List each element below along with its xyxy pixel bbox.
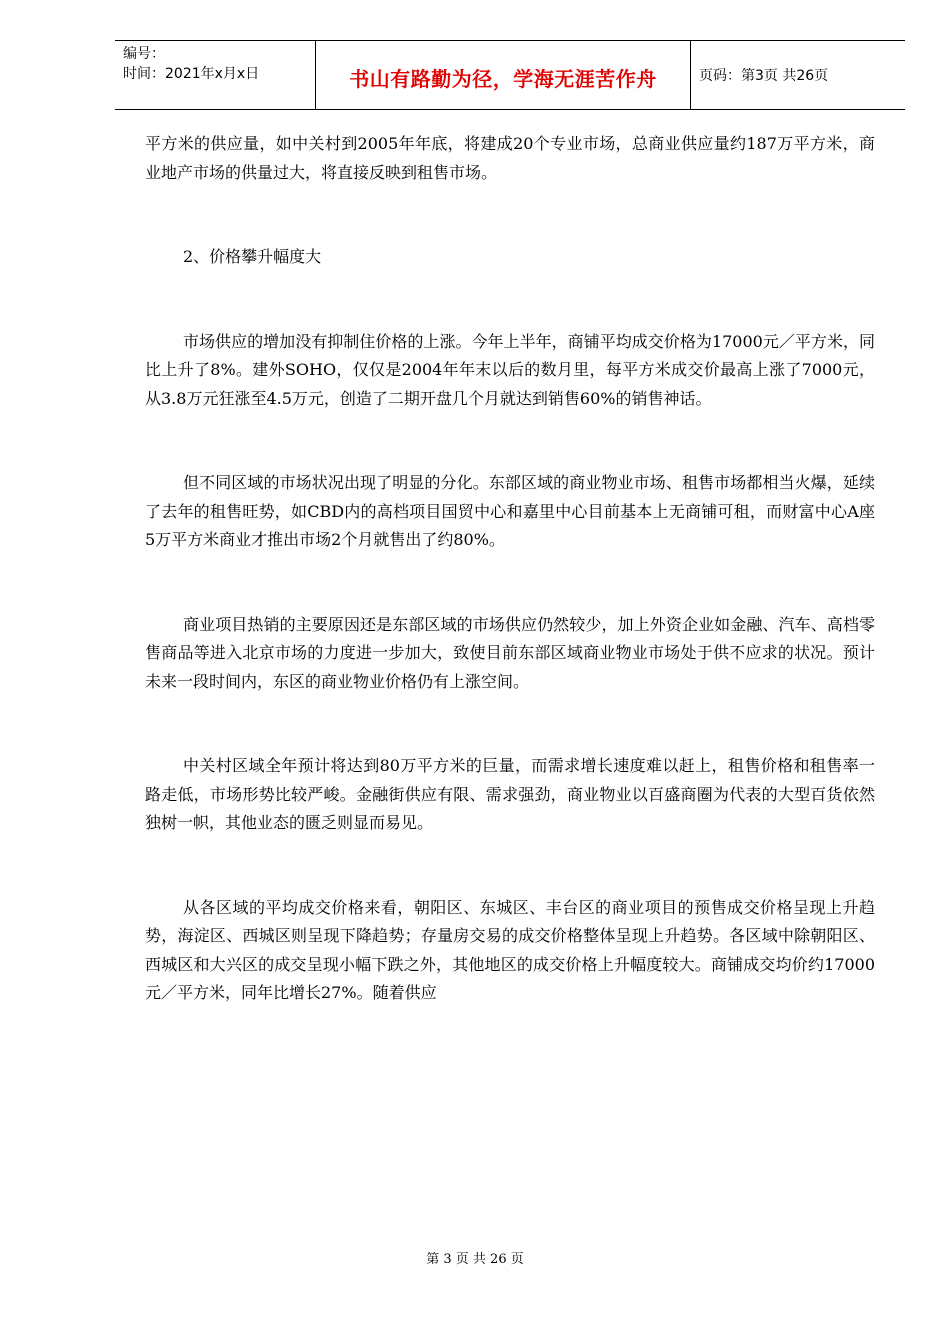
paragraph: 商业项目热销的主要原因还是东部区域的市场供应仍然较少，加上外资企业如金融、汽车、高档零售商品等进入北京市场的力度进一步加大，致使目前东部区域商业物业市场处于供不应求的状况。预计未来一段时间内，东区的商业物业价格仍有上涨空间。 [145, 614, 875, 691]
page-header [115, 40, 905, 110]
doc-number: 编号： [123, 46, 165, 62]
header-page-cell [691, 41, 905, 109]
paragraph: 从各区域的平均成交价格来看，朝阳区、东城区、丰台区的商业项目的预售成交价格呈现上升趋势，海淀区、西城区则呈现下降趋势；存量房交易的成交价格整体呈现上升趋势。各区域中除朝阳区、西城区和大兴区的成交呈现小幅下跌之外，其他地区的成交价格上升幅度较大。商铺成交均价约17000元／平方米，同年比增长27%。随着供应 [145, 897, 875, 1002]
page-footer: 第 3 页 共 26 页 [426, 1252, 524, 1267]
paragraph: 但不同区域的市场状况出现了明显的分化。东部区域的商业物业市场、租售市场都相当火爆，延续了去年的租售旺势，如CBD内的高档项目国贸中心和嘉里中心目前基本上无商铺可租，而财富中心A座5万平方米商业才推出市场2个月就售出了约80%。 [145, 473, 875, 549]
document-body [145, 130, 875, 1008]
header-slogan: 书山有路勤为径，学海无涯苦作舟 [349, 67, 657, 91]
paragraph: 市场供应的增加没有抑制住价格的上涨。今年上半年，商铺平均成交价格为17000元／平方米，同比上升了8%。建外SOHO，仅仅是2004年年末以后的数月里，每平方米成交价最高上涨了7000元，从3.8万元狂涨至4.5万元，创造了二期开盘几个月就达到销售60%的销售神话。 [145, 331, 875, 408]
section-heading: 2、价格攀升幅度大 [183, 247, 322, 266]
doc-time: 时间：2021年x月x日 [123, 66, 260, 82]
header-slogan-cell [316, 41, 691, 109]
header-meta-cell [115, 41, 316, 109]
paragraph: 中关村区域全年预计将达到80万平方米的巨量，而需求增长速度难以赶上，租售价格和租售率一路走低，市场形势比较严峻。金融街供应有限、需求强劲，商业物业以百盛商圈为代表的大型百货依然独树一帜，其他业态的匮乏则显而易见。 [145, 756, 875, 832]
paragraph-continuation: 平方米的供应量，如中关村到2005年年底，将建成20个专业市场，总商业供应量约187万平方米，商业地产市场的供量过大，将直接反映到租售市场。 [145, 134, 875, 182]
header-page-info: 页码：第3页 共26页 [699, 68, 829, 84]
